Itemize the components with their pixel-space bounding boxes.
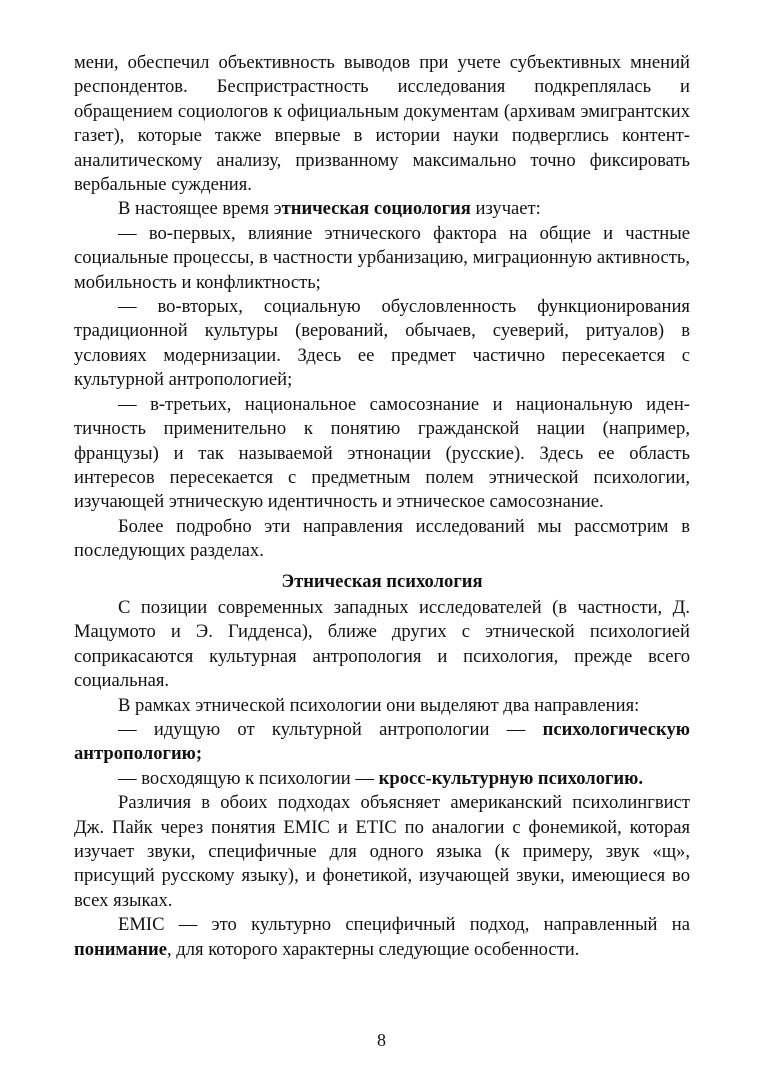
emic-tail: , для которого характерны следующие особенности. bbox=[166, 938, 580, 960]
page-body bbox=[74, 51, 690, 962]
list-item-cross-cultural-psychology bbox=[74, 767, 690, 791]
intro-tail: изучает: bbox=[470, 198, 541, 220]
item-text: — идущую от культурной антропологии — bbox=[118, 718, 543, 740]
paragraph-ethnic-sociology-intro bbox=[74, 197, 690, 221]
item-text: — восходящую к психологии — bbox=[118, 767, 379, 789]
page-number: 8 bbox=[377, 1030, 386, 1050]
paragraph-emic-etic: Различия в обоих подходах объясняет американский психолингвист Дж. Пайк через понятия EMIC и ETIC по аналогии с фонемикой, которая изучает звуки, специфичные для одного языка (к примеру, звук «щ», присущий русскому языку), и фонетикой, изучающей звуки, имеющиеся во всех языках. bbox=[74, 792, 690, 911]
emic-text: EMIC — это культурно специфичный подход, направленный на bbox=[118, 914, 690, 936]
term-psychological-anthropology: психологическую антропологию; bbox=[74, 718, 690, 765]
list-item-psychological-anthropology bbox=[74, 718, 690, 767]
paragraph-emic-definition bbox=[74, 913, 690, 962]
term-understanding: понимание bbox=[74, 938, 167, 960]
paragraph-continuation: мени, обеспечил объективность выводов при учете субъективных мнений респондентов. Беспристрастность исследования подкреплялась и обращением социологов к официальным документам (архивам эмигрантских газет), которые также впервые в истории науки подверглись контент-аналитическому анализу, призванному максимально точно фиксировать вербальные суждения. bbox=[74, 52, 690, 196]
term-cross-cultural-psychology: кросс-культурную психологию. bbox=[378, 767, 643, 789]
list-item-second: — во-вторых, социальную обусловленность функционирования традиционной культуры (верований, обычаев, суеверий, ритуалов) в условиях модернизации. Здесь ее предмет частично пересекается с культурной антропологией; bbox=[74, 296, 690, 391]
section-heading: Этническая психология bbox=[281, 570, 483, 592]
paragraph-two-directions: В рамках этнической психологии они выделяют два направления: bbox=[118, 694, 640, 716]
paragraph-further-sections: Более подробно эти направления исследований мы рассмотрим в последующих разделах. bbox=[74, 515, 690, 562]
paragraph-western-view: С позиции современных западных исследователей (в частности, Д. Мацумото и Э. Гидденса), ближе других с этнической психологией соприкасаются культурная антропология и психология, прежде всего социальная. bbox=[74, 596, 690, 692]
list-item-first: — во-первых, влияние этнического фактора на общие и частные социальные процессы, в частности урбанизацию, миграционную активность, мобильность и конфликтность; bbox=[74, 222, 690, 293]
term-ethnic-sociology: тническая социология bbox=[281, 198, 471, 220]
intro-text: В настоящее время э bbox=[118, 198, 282, 220]
list-item-third: — в-третьих, национальное самосознание и национальную идентичность применительно к понятию гражданской нации (например, французы) и так называемой этнонации (русские). Здесь ее область интересов пересекается с предметным полем этнической психологии, изучающей этническую идентичность и этническое самосознание. bbox=[74, 393, 690, 513]
